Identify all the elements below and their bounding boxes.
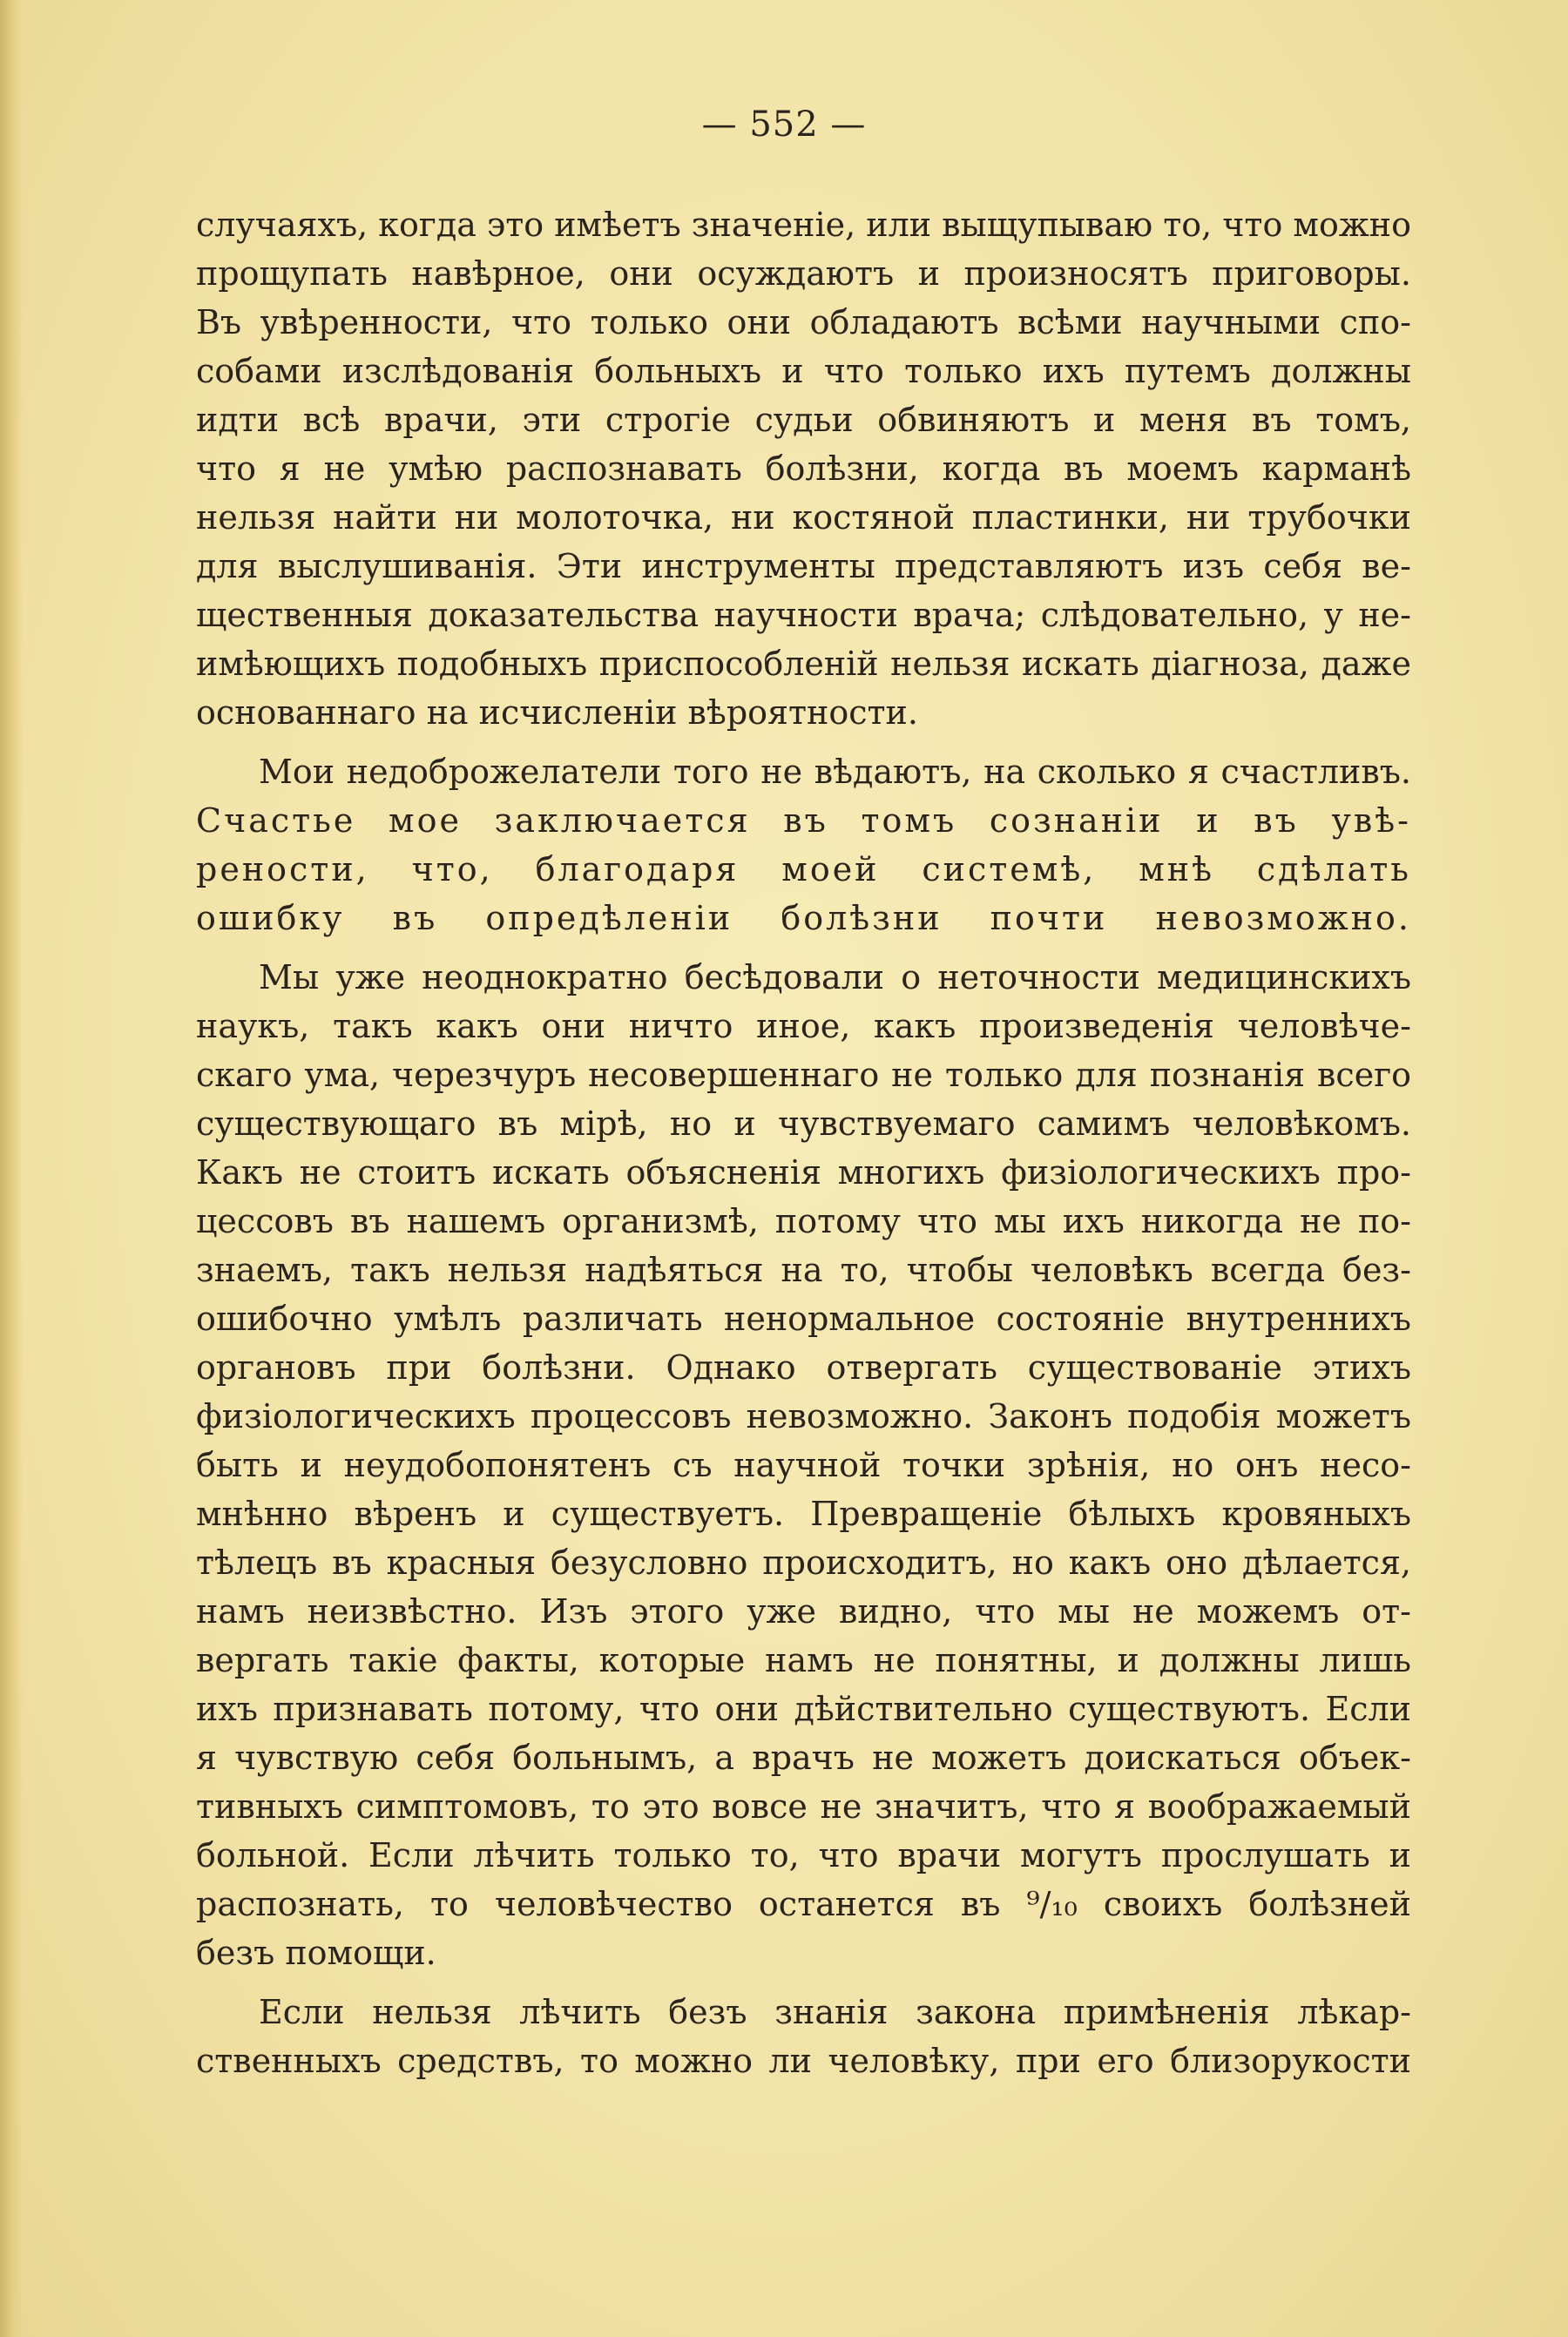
paragraph [196, 1988, 1411, 2085]
text-line: вергать такіе факты, которые намъ не понятны, и должны лишь [196, 1641, 1411, 1679]
text-line: цессовъ въ нашемъ организмѣ, потому что мы ихъ никогда не по- [196, 1202, 1411, 1240]
text-line: нельзя найти ни молоточка, ни костяной пластинки, ни трубочки [196, 498, 1411, 537]
text-line: случаяхъ, когда это имѣетъ значеніе, или выщупываю то, что можно [196, 206, 1411, 244]
text-line: я чувствую себя больнымъ, а врачъ не можетъ доискаться объек- [196, 1739, 1411, 1777]
text-line: ихъ признавать потому, что они дѣйствительно существуютъ. Если [196, 1690, 1411, 1728]
text-line: знаемъ, такъ нельзя надѣяться на то, чтобы человѣкъ всегда без- [196, 1251, 1411, 1289]
text-line: Счастье мое заключается въ томъ сознаніи и въ увѣ- [196, 801, 1411, 840]
page-number: — 552 — [701, 105, 867, 145]
text-line: Если нельзя лѣчить безъ знанія закона примѣненія лѣкар- [259, 1993, 1411, 2031]
text-line: скаго ума, черезчуръ несовершеннаго не только для познанія всего [196, 1056, 1411, 1094]
text-line: больной. Если лѣчить только то, что врачи могутъ прослушать и [196, 1836, 1411, 1874]
text-line: физіологическихъ процессовъ невозможно. Законъ подобія можетъ [196, 1397, 1411, 1435]
body-text [196, 200, 1411, 2085]
text-line: мнѣнно вѣренъ и существуетъ. Превращеніе бѣлыхъ кровяныхъ [196, 1495, 1411, 1533]
text-line: органовъ при болѣзни. Однако отвергать существованіе этихъ [196, 1348, 1411, 1387]
text-line: Мы уже неоднократно бесѣдовали о неточности медицинскихъ [259, 958, 1411, 996]
text-line: распознать, то человѣчество останется въ ⁹/₁₀ своихъ болѣзней [196, 1885, 1411, 1923]
text-line: наукъ, такъ какъ они ничто иное, какъ произведенія человѣче- [196, 1007, 1411, 1045]
text-line: что я не умѣю распознавать болѣзни, когда въ моемъ карманѣ [196, 449, 1411, 488]
text-line: Мои недоброжелатели того не вѣдаютъ, на сколько я счастливъ. [259, 753, 1411, 791]
text-line: безъ помощи. [196, 1934, 436, 1972]
text-line: для выслушиванія. Эти инструменты представляютъ изъ себя ве- [196, 547, 1411, 585]
text-line: быть и неудобопонятенъ съ научной точки зрѣнія, но онъ несо- [196, 1446, 1411, 1484]
text-line: намъ неизвѣстно. Изъ этого уже видно, что мы не можемъ от- [196, 1592, 1411, 1631]
paragraph [196, 200, 1411, 737]
text-line: рености, что, благодаря моей системѣ, мнѣ сдѣлать [196, 850, 1411, 888]
text-line: существующаго въ мірѣ, но и чувствуемаго самимъ человѣкомъ. [196, 1104, 1411, 1143]
text-line: щественныя доказательства научности врача; слѣдовательно, у не- [196, 596, 1411, 634]
page-binding-edge [0, 0, 23, 2337]
text-line: прощупать навѣрное, они осуждаютъ и произносятъ приговоры. [196, 254, 1411, 293]
text-line: собами изслѣдованія больныхъ и что только ихъ путемъ должны [196, 352, 1411, 390]
text-line: Какъ не стоитъ искать объясненія многихъ физіологическихъ про- [196, 1153, 1411, 1192]
text-line: ошибочно умѣлъ различать ненормальное состояніе внутреннихъ [196, 1300, 1411, 1338]
text-line: идти всѣ врачи, эти строгіе судьи обвиняютъ и меня въ томъ, [196, 401, 1411, 439]
text-line: тивныхъ симптомовъ, то это вовсе не значитъ, что я воображаемый [196, 1787, 1411, 1826]
text-line: Въ увѣренности, что только они обладаютъ всѣми научными спо- [196, 303, 1411, 341]
text-line: имѣющихъ подобныхъ приспособленій нельзя искать діагноза, даже [196, 645, 1411, 683]
text-line: тѣлецъ въ красныя безусловно происходитъ, но какъ оно дѣлается, [196, 1543, 1411, 1582]
text-line: ошибку въ опредѣленіи болѣзни почти невозможно. [196, 899, 1411, 937]
text-line: ственныхъ средствъ, то можно ли человѣку, при его близорукости [196, 2042, 1411, 2080]
paragraph [196, 953, 1411, 1977]
paragraph [196, 747, 1411, 942]
text-line: основаннаго на исчисленіи вѣроятности. [196, 693, 918, 732]
